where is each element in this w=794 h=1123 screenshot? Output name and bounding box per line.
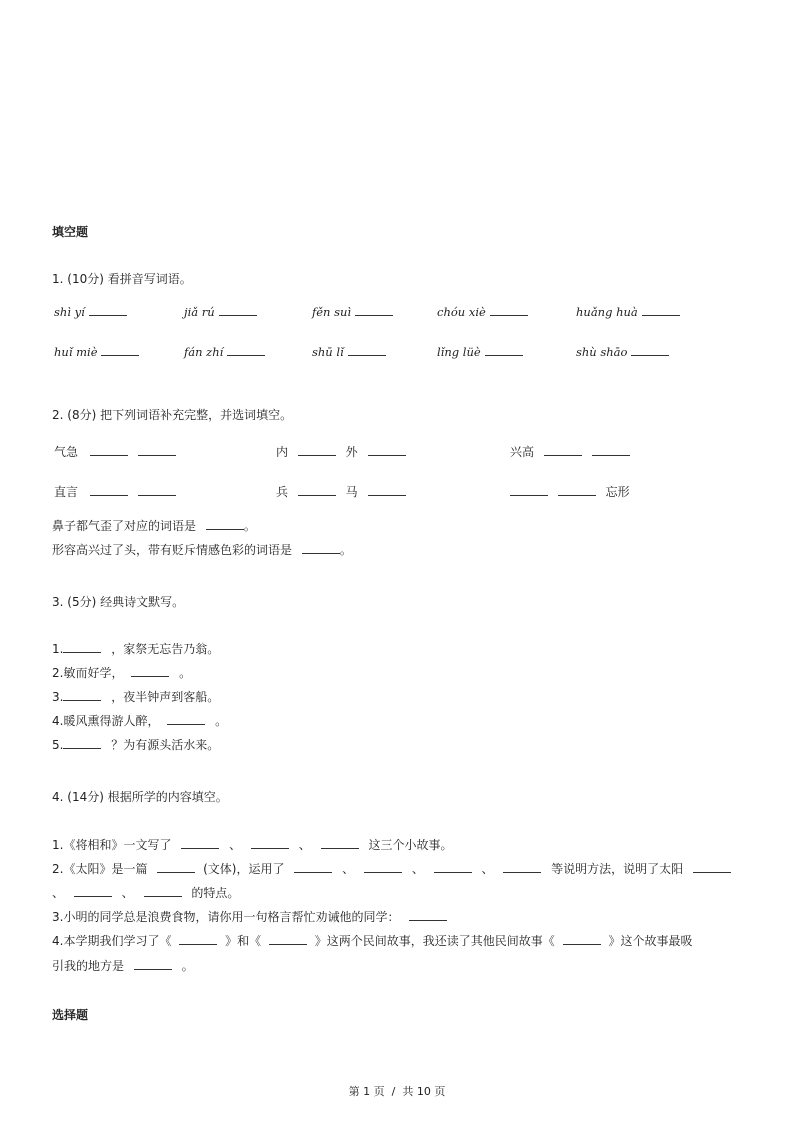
question-3-title: 3. (5分) 经典诗文默写。 <box>52 595 185 609</box>
answer-blank[interactable] <box>269 934 307 945</box>
answer-blank[interactable] <box>90 485 128 496</box>
answer-blank[interactable] <box>434 862 472 873</box>
q4-text: 》和《 <box>225 934 262 948</box>
answer-blank[interactable] <box>90 445 128 456</box>
answer-blank[interactable] <box>63 642 101 653</box>
answer-blank[interactable] <box>167 714 205 725</box>
pinyin-item <box>184 305 257 319</box>
idiom-item <box>510 443 630 460</box>
pinyin-item <box>576 305 680 319</box>
idiom-word: 内 <box>276 445 289 459</box>
q4-line-1 <box>52 836 452 853</box>
idiom-item <box>276 483 406 500</box>
separator: 、 <box>121 886 134 900</box>
answer-blank[interactable] <box>227 345 265 356</box>
pinyin-text: fěn suì <box>312 305 352 319</box>
answer-blank[interactable] <box>219 305 257 316</box>
idiom-word: 直言 <box>54 485 79 499</box>
idiom-item <box>54 443 176 460</box>
sentence-text: 。 <box>243 519 256 533</box>
pinyin-text: huǎng huà <box>576 305 638 319</box>
q4-text: 》这个故事最吸 <box>608 934 693 948</box>
idiom-word: 忘形 <box>605 485 630 499</box>
pinyin-item <box>437 345 523 359</box>
poem-line <box>52 736 219 753</box>
answer-blank[interactable] <box>364 862 402 873</box>
poem-text: 。 <box>215 714 228 728</box>
answer-blank[interactable] <box>321 838 359 849</box>
pinyin-item <box>312 345 386 359</box>
q4-text: 》这两个民间故事，我还读了其他民间故事《 <box>314 934 555 948</box>
sentence-text: 鼻子都气歪了对应的词语是 <box>52 519 197 533</box>
separator: 、 <box>298 838 311 852</box>
idiom-word: 兴高 <box>510 445 535 459</box>
answer-blank[interactable] <box>642 305 680 316</box>
answer-blank[interactable] <box>355 305 393 316</box>
sentence-text: 形容高兴过了头，带有贬斥情感色彩的词语是 <box>52 543 293 557</box>
poem-text: 5. <box>52 738 64 752</box>
q4-line-4 <box>52 932 692 949</box>
answer-blank[interactable] <box>251 838 289 849</box>
sentence-text: 。 <box>339 543 352 557</box>
answer-blank[interactable] <box>206 519 244 530</box>
answer-blank[interactable] <box>510 485 548 496</box>
separator: 、 <box>411 862 424 876</box>
answer-blank[interactable] <box>409 910 447 921</box>
q4-text: 1.《将相和》一文写了 <box>52 838 172 852</box>
poem-text: 3. <box>52 690 64 704</box>
pinyin-text: shù shāo <box>576 345 628 359</box>
poem-text: 。 <box>179 666 192 680</box>
poem-text: ？为有源头活水来。 <box>111 738 220 752</box>
poem-text: ，夜半钟声到客船。 <box>111 690 220 704</box>
answer-blank[interactable] <box>63 690 101 701</box>
answer-blank[interactable] <box>63 738 101 749</box>
separator: 、 <box>52 886 65 900</box>
q4-text: 的特点。 <box>191 886 240 900</box>
answer-blank[interactable] <box>131 666 169 677</box>
answer-blank[interactable] <box>302 543 340 554</box>
separator: 、 <box>342 862 355 876</box>
idiom-word: 兵 <box>276 485 289 499</box>
answer-blank[interactable] <box>101 345 139 356</box>
pinyin-text: fán zhí <box>184 345 224 359</box>
q4-text: 。 <box>181 959 194 973</box>
separator: 、 <box>481 862 494 876</box>
poem-line <box>52 712 227 729</box>
answer-blank[interactable] <box>544 445 582 456</box>
answer-blank[interactable] <box>138 445 176 456</box>
q4-text: 引我的地方是 <box>52 959 125 973</box>
separator: 、 <box>229 838 242 852</box>
answer-blank[interactable] <box>563 934 601 945</box>
pinyin-item <box>576 345 669 359</box>
question-2-title: 2. (8分) 把下列词语补充完整，并选词填空。 <box>52 408 293 422</box>
answer-blank[interactable] <box>348 345 386 356</box>
idiom-item <box>510 483 630 500</box>
answer-blank[interactable] <box>157 862 195 873</box>
answer-blank[interactable] <box>179 934 217 945</box>
pinyin-text: lǐng lüè <box>437 345 481 359</box>
pinyin-item <box>54 345 139 359</box>
q4-text: 等说明方法，说明了太阳 <box>551 862 684 876</box>
idiom-word: 马 <box>345 485 358 499</box>
answer-blank[interactable] <box>368 485 406 496</box>
answer-blank[interactable] <box>134 959 172 970</box>
pinyin-text: shū lǐ <box>312 345 344 359</box>
answer-blank[interactable] <box>490 305 528 316</box>
answer-blank[interactable] <box>631 345 669 356</box>
answer-blank[interactable] <box>693 862 731 873</box>
answer-blank[interactable] <box>298 485 336 496</box>
answer-blank[interactable] <box>368 445 406 456</box>
q4-text: 4.本学期我们学习了《 <box>52 934 172 948</box>
q4-text: (文体)，运用了 <box>203 862 285 876</box>
sentence-line <box>52 541 352 558</box>
answer-blank[interactable] <box>74 886 112 897</box>
sentence-line <box>52 517 256 534</box>
poem-text: 1. <box>52 642 64 656</box>
pinyin-text: shì yí <box>54 305 85 319</box>
answer-blank[interactable] <box>89 305 127 316</box>
idiom-item <box>54 483 176 500</box>
idiom-word: 外 <box>345 445 358 459</box>
answer-blank[interactable] <box>181 838 219 849</box>
pinyin-item <box>54 305 127 319</box>
page-footer: 第 1 页 / 共 10 页 <box>348 1085 446 1098</box>
answer-blank[interactable] <box>558 485 596 496</box>
answer-blank[interactable] <box>138 485 176 496</box>
answer-blank[interactable] <box>485 345 523 356</box>
poem-line <box>52 688 219 705</box>
q4-line-3 <box>52 908 447 925</box>
q4-text: 3.小明的同学总是浪费食物，请你用一句格言帮忙劝诫他的同学： <box>52 910 400 924</box>
poem-line <box>52 640 219 657</box>
pinyin-item <box>312 305 393 319</box>
idiom-word: 气急 <box>54 445 79 459</box>
idiom-item <box>276 443 406 460</box>
section-heading-fill: 填空题 <box>52 225 89 239</box>
poem-line <box>52 664 191 681</box>
answer-blank[interactable] <box>298 445 336 456</box>
q4-text: 2.《太阳》是一篇 <box>52 862 148 876</box>
answer-blank[interactable] <box>294 862 332 873</box>
poem-text: ，家祭无忘告乃翁。 <box>111 642 220 656</box>
answer-blank[interactable] <box>144 886 182 897</box>
pinyin-text: chóu xiè <box>437 305 486 319</box>
q4-line-5 <box>52 957 194 974</box>
q4-text: 这三个小故事。 <box>368 838 453 852</box>
poem-text: 4.暖风熏得游人醉， <box>52 714 160 728</box>
q4-line-2-cont <box>52 884 239 901</box>
pinyin-text: jiǎ rú <box>184 305 215 319</box>
poem-text: 2.敏而好学， <box>52 666 124 680</box>
question-4-title: 4. (14分) 根据所学的内容填空。 <box>52 790 228 804</box>
pinyin-item <box>184 345 265 359</box>
answer-blank[interactable] <box>592 445 630 456</box>
pinyin-text: huǐ miè <box>54 345 98 359</box>
q4-line-2 <box>52 860 731 877</box>
answer-blank[interactable] <box>503 862 541 873</box>
pinyin-item <box>437 305 528 319</box>
section-heading-choice: 选择题 <box>52 1008 89 1022</box>
question-1-title: 1. (10分) 看拼音写词语。 <box>52 272 192 286</box>
